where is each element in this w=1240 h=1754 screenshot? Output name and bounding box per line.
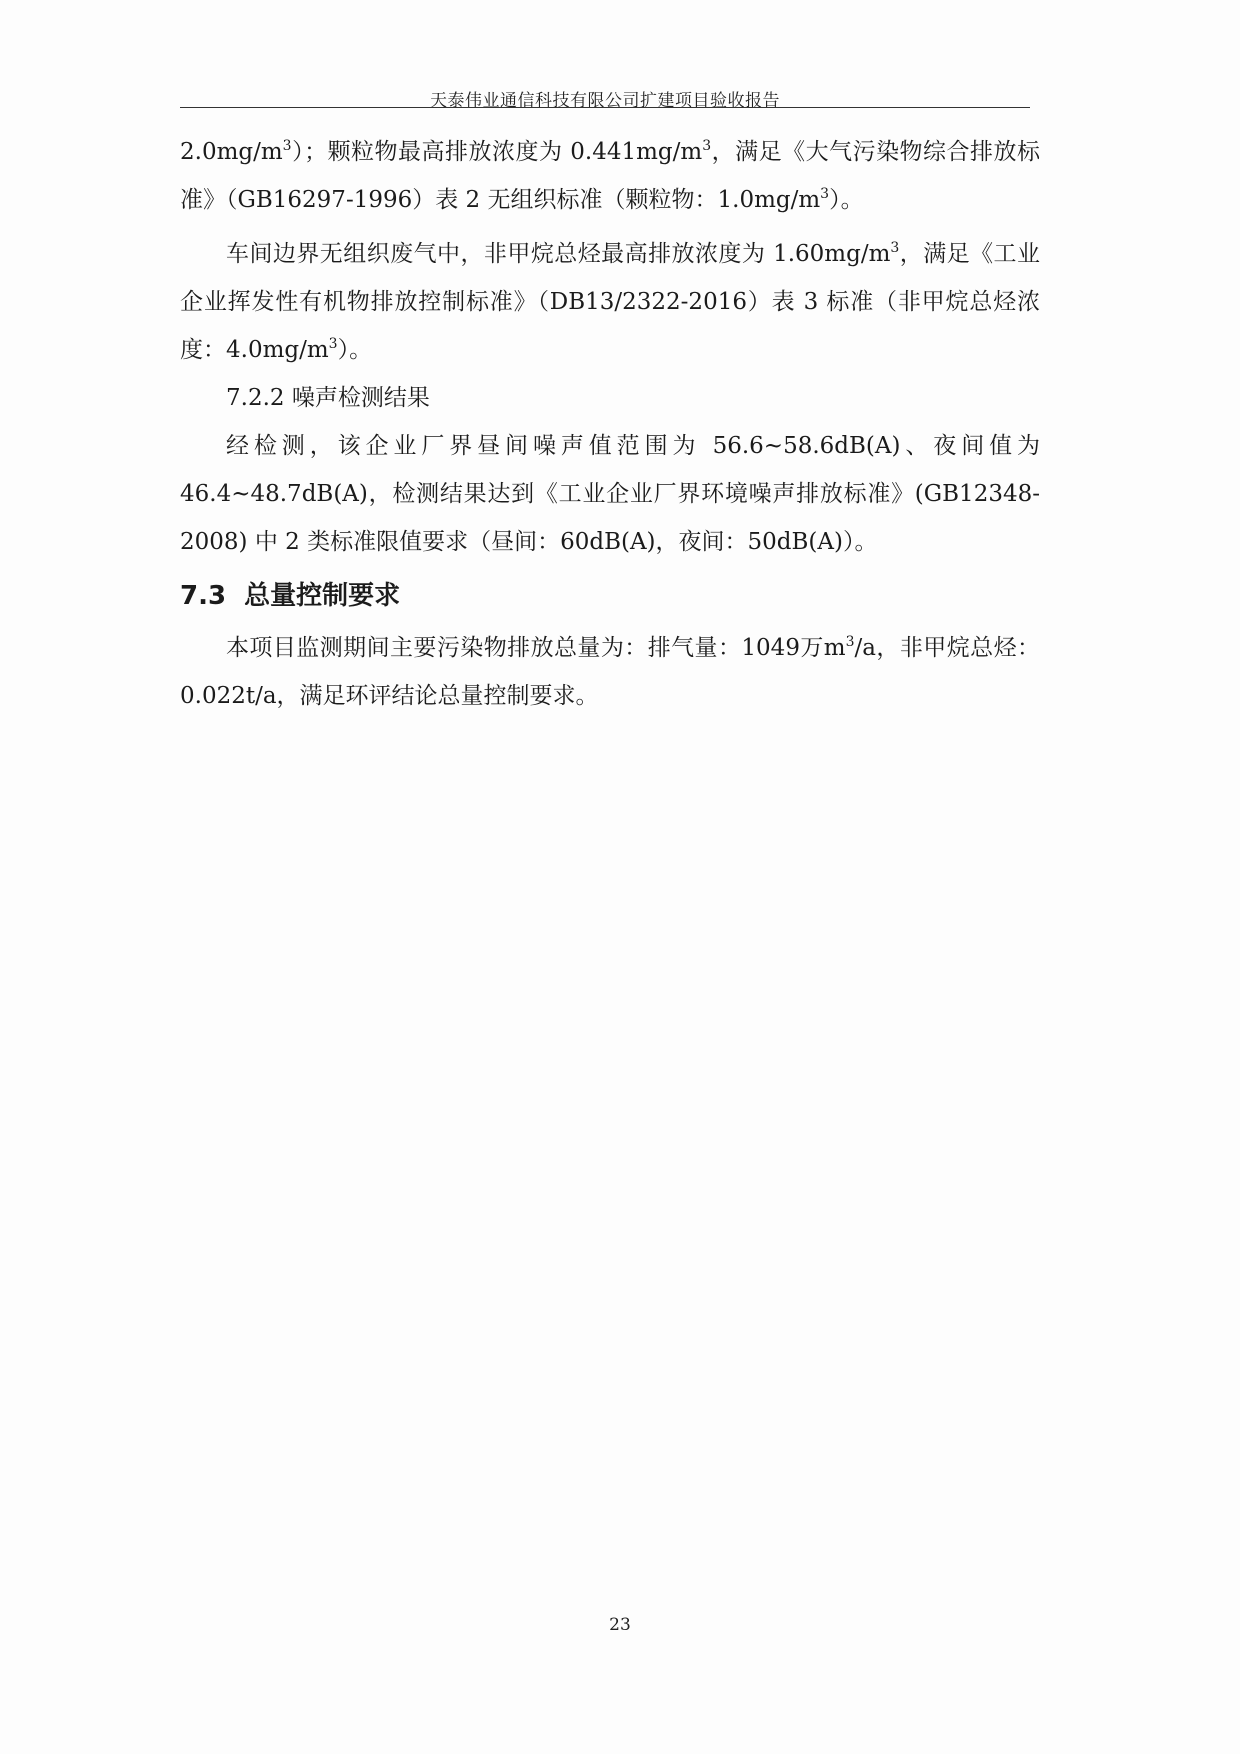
text-run: ）；颗粒物最高排放浓度为 0.441mg/m bbox=[291, 139, 703, 165]
superscript: 3 bbox=[328, 336, 338, 352]
text-run: 本项目监测期间主要污染物排放总量为：排气量：1049万m bbox=[226, 635, 846, 661]
text-run: 车间边界无组织废气中，非甲烷总烃最高排放浓度为 1.60mg/m bbox=[226, 241, 891, 267]
text-run: /a，非甲烷总烃：0.022t/a，满足环评结论总量控制要求。 bbox=[180, 635, 1041, 709]
text-run: ，满足《大气污染物综合排放标准》（GB16297-1996）表 2 无组织标准（颗粒物：1.0mg/m bbox=[180, 139, 1041, 213]
body-text bbox=[180, 128, 1040, 720]
text-run: ，满足《工业企业挥发性有机物排放控制标准》（DB13/2322-2016）表 3 标准（非甲烷总烃浓度：4.0mg/m bbox=[180, 241, 1041, 363]
running-header: 天泰伟业通信科技有限公司扩建项目验收报告 bbox=[430, 91, 780, 111]
superscript: 3 bbox=[890, 240, 900, 256]
paragraph-total-control bbox=[180, 624, 1040, 720]
text-run: 2.0mg/m bbox=[180, 139, 283, 165]
header-rule bbox=[180, 107, 1030, 108]
text-run: ）。 bbox=[829, 187, 864, 213]
subheading-noise-results: 7.2.2 噪声检测结果 bbox=[226, 385, 430, 411]
text-run: ）。 bbox=[337, 337, 373, 363]
section-title: 总量控制要求 bbox=[244, 581, 401, 611]
section-number: 7.3 bbox=[180, 581, 227, 611]
paragraph-noise: 经检测，该企业厂界昼间噪声值范围为 56.6~58.6dB(A)、夜间值为 46.4~48.7dB(A)，检测结果达到《工业企业厂界环境噪声排放标准》(GB12348-2008) 中 2 类标准限值要求（昼间：60dB(A)，夜间：50dB(A)）。 bbox=[180, 433, 1040, 555]
superscript: 3 bbox=[702, 138, 712, 154]
superscript: 3 bbox=[820, 186, 830, 202]
paragraph-workshop-boundary bbox=[180, 230, 1040, 374]
superscript: 3 bbox=[282, 138, 292, 154]
paragraph-emission-particulate bbox=[180, 128, 1040, 224]
section-heading bbox=[180, 570, 1040, 622]
page-number: 23 bbox=[609, 1615, 631, 1635]
superscript: 3 bbox=[845, 634, 855, 650]
